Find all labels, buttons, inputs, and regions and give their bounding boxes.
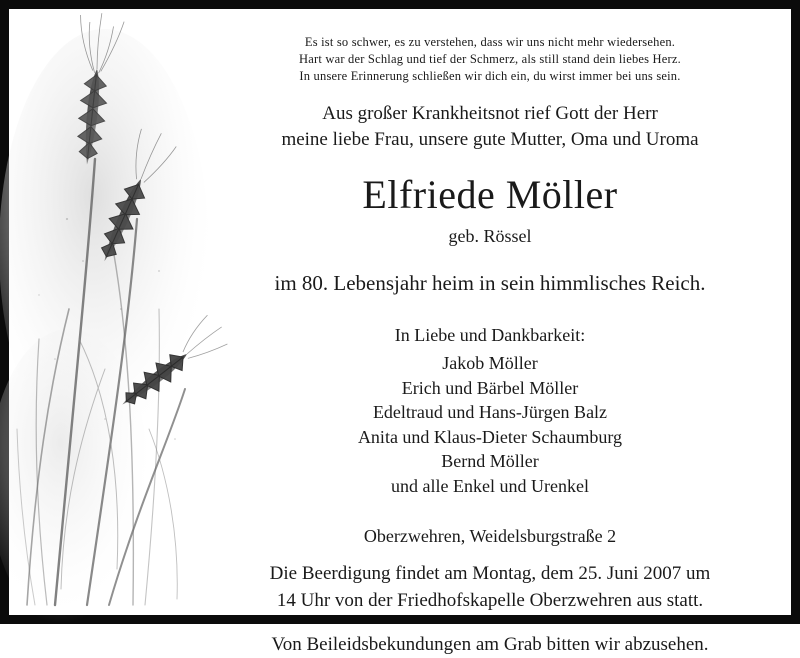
mourner-1: Jakob Möller — [442, 353, 538, 373]
notice-text — [200, 18, 780, 658]
deceased-name: Elfriede Möller — [362, 172, 618, 217]
maiden-name: geb. Rössel — [448, 226, 532, 246]
verse-line-1: Es ist so schwer, es zu verstehen, dass wir uns nicht mehr wiedersehen. — [304, 35, 676, 49]
condolence-request: Von Beileidsbekundungen am Grab bitten wir abzusehen. — [271, 634, 709, 655]
mourner-4: Anita und Klaus-Dieter Schaumburg — [357, 426, 623, 447]
funeral-details — [200, 560, 780, 614]
age-statement: im 80. Lebensjahr heim in sein himmlisches Reich. — [274, 271, 706, 295]
verse-line-3: In unsere Erinnerung schließen wir dich ein, du wirst immer bei uns sein. — [299, 69, 681, 83]
gratitude-heading: In Liebe und Dankbarkeit: — [394, 325, 586, 345]
verse-line-2: Hart war der Schlag und tief der Schmerz, als still stand dein liebes Herz. — [299, 52, 681, 66]
mourner-2: Erich und Bärbel Möller — [401, 377, 579, 398]
mourner-5: Bernd Möller — [441, 451, 539, 471]
mourner-6: und alle Enkel und Urenkel — [391, 475, 589, 496]
intro-line-2: meine liebe Frau, unsere gute Mutter, Oma und Uroma — [281, 129, 699, 150]
introduction — [200, 101, 780, 153]
funeral-line-2: 14 Uhr von der Friedhofskapelle Oberzwehren aus statt. — [276, 590, 704, 611]
funeral-line-1: Die Beerdigung findet am Montag, dem 25. Juni 2007 um — [269, 563, 711, 584]
memorial-verse — [200, 34, 780, 85]
address-line: Oberzwehren, Weidelsburgstraße 2 — [363, 526, 617, 546]
intro-line-1: Aus großer Krankheitsnot rief Gott der Herr — [322, 103, 658, 124]
mourner-3: Edeltraud und Hans-Jürgen Balz — [372, 402, 608, 422]
mourners-list — [200, 351, 780, 498]
